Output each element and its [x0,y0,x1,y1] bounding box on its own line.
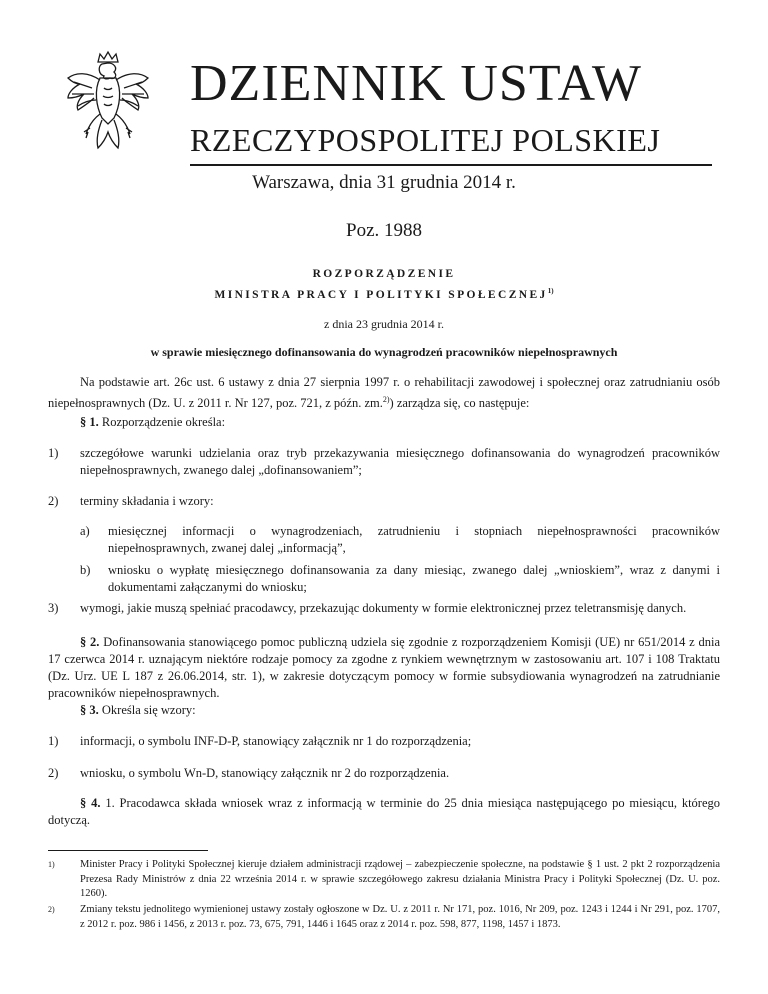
item-text: szczegółowe warunki udzielania oraz tryb przekazywania miesięcznego dofinansowania do wynagrodzeń pracowników niepełnosprawnych, zwanego dalej „dofinansowaniem”; [80,446,720,477]
paragraph-text: 1. Pracodawca składa wniosek wraz z informacją w terminie do 25 dnia miesiąca następującego po miesiącu, którego dotyczą. [48,796,721,827]
footnote-ref-2[interactable]: 2) [382,395,390,404]
item-number: 2) [48,494,59,508]
item-number: 1) [48,446,59,460]
act-date: z dnia 23 grudnia 2014 r. [324,317,444,331]
section-mark: § 2. [80,635,100,649]
paragraph-3 [48,702,720,719]
journal-subtitle: RZECZYPOSPOLITEJ POLSKIEJ [190,122,661,158]
section-mark: § 4. [80,796,101,810]
paragraph-text: Dofinansowania stanowiącego pomoc publiczną udziela się zgodnie z rozporządzeniem Komisji (UE) nr 651/2014 z dnia 17 czerwca 2014 r. uznającym niektóre rodzaje pomocy za zgodne z rynkiem wewnętrznym w zastosowaniu art. 107 i 108 Traktatu (Dz. Urz. UE L 187 z 26.06.2014, str. 1), w zakresie dotyczącym pomocy w formie subsydiowania wynagrodzeń na zatrudnianie pracowników niepełnosprawnych. [48,635,720,700]
subitem-letter: b) [80,563,91,577]
section-mark: § 1. [80,415,99,429]
masthead-rule [190,164,712,166]
item-number: 1) [48,734,59,748]
preamble-text: Na podstawie art. 26c ust. 6 ustawy z dnia 27 sierpnia 1997 r. o rehabilitacji zawodowej i społecznej oraz zatrudnianiu osób niepełnosprawnych (Dz. U. z 2011 r. Nr 127, poz. 721, z późn. zm. [48,375,720,411]
paragraph-2 [48,634,720,702]
subitem-text: wniosku o wypłatę miesięcznego dofinansowania za dany miesiąc, zwanego dalej „wnioskiem”, wraz z danymi i dokumentami załączanymi do wniosku; [108,563,720,594]
item-number: 3) [48,601,59,615]
paragraph-4 [48,795,720,829]
position-number: Poz. 1988 [346,220,422,241]
footnote-text: Minister Pracy i Polityki Społecznej kieruje działem administracji rządowej – zabezpieczenie społeczne, na podstawie § 1 ust. 2 pkt 2 rozporządzenia Prezesa Rady Ministrów z dnia 22 września 2014 r. w sprawie szczegółowego zakresu działania Ministra Pracy i Polityki Społecznej (Dz. U. poz. 1260). [80,859,720,899]
item-text: informacji, o symbolu INF-D-P, stanowiący załącznik nr 1 do rozporządzenia; [80,734,472,748]
footnote-ref-1[interactable]: 1) [547,287,554,295]
footnote-number: 1) [48,860,55,869]
item-text: wniosku, o symbolu Wn-D, stanowiący załącznik nr 2 do rozporządzenia. [80,766,450,780]
item-number: 2) [48,766,59,780]
preamble [48,374,720,412]
preamble-text-end: ) zarządza się, co następuje: [389,396,530,411]
section-mark: § 3. [80,703,99,717]
item-text: terminy składania i wzory: [80,494,214,508]
paragraph-1 [48,414,720,431]
item-text: wymogi, jakie muszą spełniać pracodawcy, przekazując dokumenty w formie elektronicznej przez teletransmisję danych. [80,601,687,615]
issue-date: Warszawa, dnia 31 grudnia 2014 r. [252,172,516,193]
masthead [190,56,712,166]
polish-eagle-icon [62,48,154,160]
act-issuer-name: MINISTRA PRACY I POLITYKI SPOŁECZNEJ [214,288,548,301]
paragraph-text: Rozporządzenie określa: [101,415,226,429]
act-issuer [0,287,768,301]
act-type: ROZPORZĄDZENIE [312,268,456,280]
subitem-letter: a) [80,524,90,538]
subitem-text: miesięcznej informacji o wynagrodzeniach, zatrudnieniu i stopniach niepełnosprawności pracowników niepełnosprawnych, zwanej dalej „informacją”, [108,524,720,555]
footnote-number: 2) [48,905,55,914]
footnote-rule [48,850,208,851]
act-subject: w sprawie miesięcznego dofinansowania do wynagrodzeń pracowników niepełnosprawnych [150,345,618,359]
journal-title: DZIENNIK USTAW [190,55,642,112]
footnote-text: Zmiany tekstu jednolitego wymienionej ustawy zostały ogłoszone w Dz. U. z 2011 r. Nr 171, poz. 1016, Nr 209, poz. 1243 i 1244 i Nr 291, poz. 1707, z 2012 r. poz. 986 i 1456, z 2013 r. poz. 73, 675, 791, 1446 i 1645 oraz z 2014 r. poz. 598, 877, 1198, 1457 i 1873. [80,904,720,930]
paragraph-text: Określa się wzory: [101,703,196,717]
